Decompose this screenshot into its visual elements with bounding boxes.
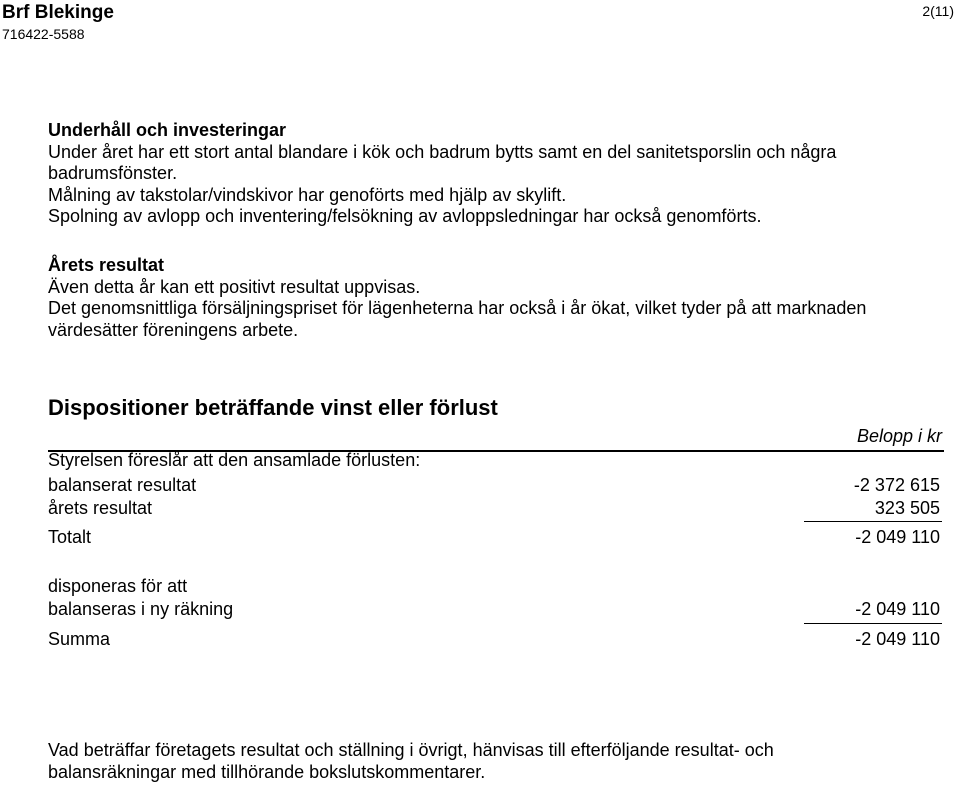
row-amount: -2 372 615: [853, 475, 940, 495]
company-name: Brf Blekinge: [2, 2, 114, 23]
total-label: Totalt: [48, 527, 92, 547]
dispositions-title: Dispositioner beträffande vinst eller förlust: [48, 395, 498, 420]
row-label: årets resultat: [48, 498, 153, 518]
maintenance-line: Under året har ett stort antal blandare i kök och badrum bytts samt en del sanitetsporslin och några: [48, 141, 837, 162]
table-row: [48, 498, 940, 520]
table-row: [48, 475, 940, 497]
total-row: [48, 527, 940, 549]
sum-amount: -2 049 110: [855, 629, 940, 649]
subtotal-divider: [804, 521, 942, 522]
sum-divider: [804, 623, 942, 624]
maintenance-line: Målning av takstolar/vindskivor har genoförts med hjälp av skylift.: [48, 184, 567, 205]
footer-line: Vad beträffar företagets resultat och ställning i övrigt, hänvisas till efterföljande resultat- och: [48, 740, 774, 760]
maintenance-line: Spolning av avlopp och inventering/felsökning av avloppsledningar har också genomförts.: [48, 206, 762, 226]
maintenance-section: [48, 120, 836, 228]
footer-note: [48, 739, 774, 783]
sum-row: [48, 629, 940, 651]
maintenance-line: badrumsfönster.: [48, 163, 178, 183]
dispose-label: disponeras för att: [48, 576, 188, 596]
sum-label: Summa: [48, 629, 111, 649]
row-label: balanseras i ny räkning: [48, 599, 234, 619]
row-label: balanserat resultat: [48, 475, 197, 495]
total-amount: -2 049 110: [855, 527, 940, 547]
result-line: värdesätter föreningens arbete.: [48, 319, 299, 340]
result-heading: Årets resultat: [48, 255, 165, 275]
org-number: 716422-5588: [2, 26, 85, 42]
dispositions-intro-row: [48, 450, 940, 472]
dispositions-intro: Styrelsen föreslår att den ansamlade förlusten:: [48, 450, 421, 470]
dispose-heading-row: [48, 576, 940, 598]
row-amount: 323 505: [874, 498, 940, 518]
result-section: [48, 255, 866, 341]
row-amount: -2 049 110: [855, 599, 940, 619]
table-row: [48, 599, 940, 621]
result-line: Det genomsnittliga försäljningspriset för lägenheterna har också i år ökat, vilket tyder på att marknaden: [48, 298, 867, 318]
page-number: 2(11): [922, 3, 954, 19]
amount-column-header: Belopp i kr: [856, 426, 942, 446]
maintenance-heading: Underhåll och investeringar: [48, 120, 287, 140]
result-line: Även detta år kan ett positivt resultat uppvisas.: [48, 276, 421, 297]
footer-line: balansräkningar med tillhörande bokslutskommentarer.: [48, 762, 486, 782]
